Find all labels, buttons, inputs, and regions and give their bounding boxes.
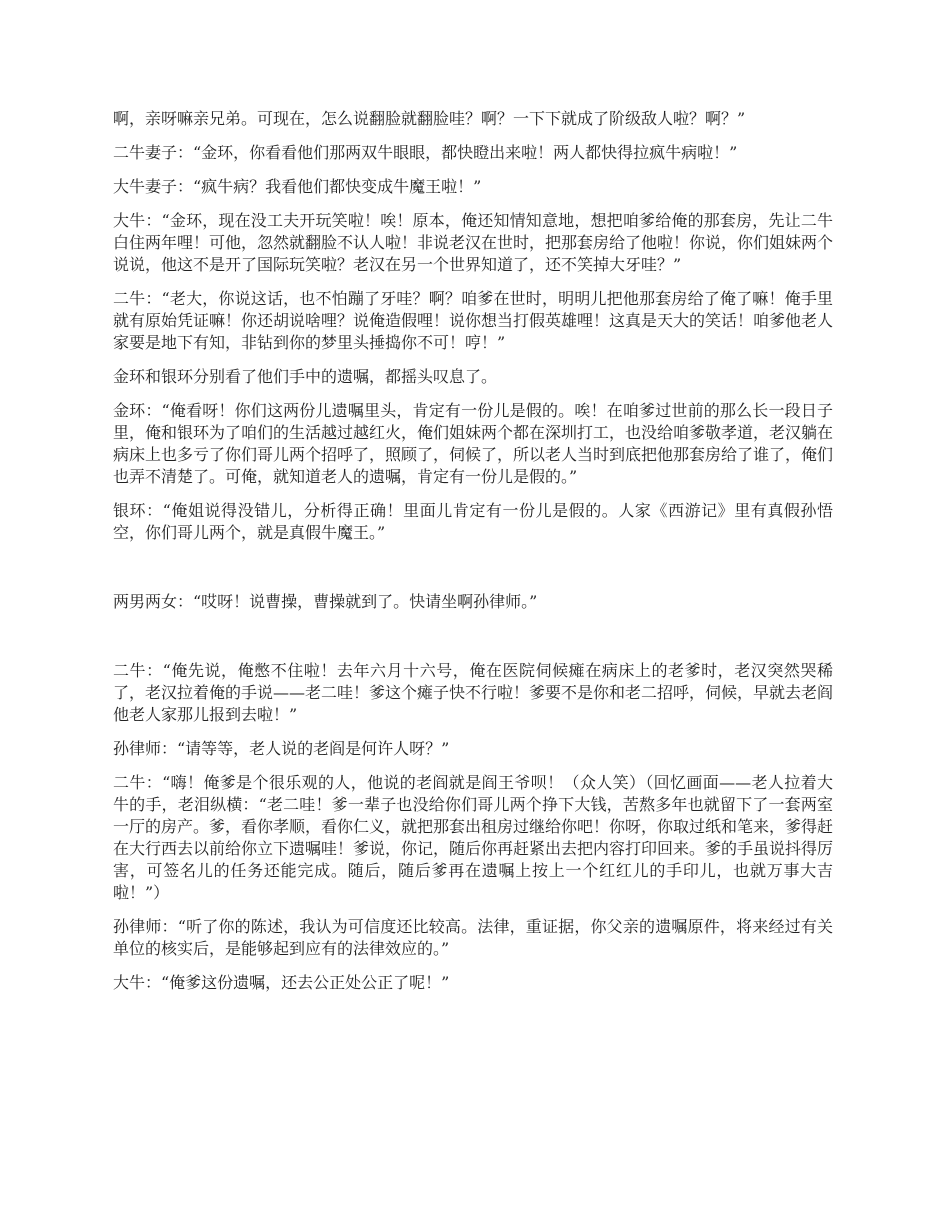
paragraph: 大牛妻子：“疯牛病？我看他们都快变成牛魔王啦！” (113, 177, 482, 196)
paragraph: 金环：“俺看呀！你们这两份儿遗嘱里头，肯定有一份儿是假的。唉！在咱爹过世前的那么长一段日子里，俺和银环为了咱们的生活越过越红火，俺们姐妹两个都在深圳打工，也没给咱爹敬孝道，老汉躺在病床上也多亏了你们哥儿两个招呼了，照顾了，伺候了，所以老人当时到底把他那套房给了谁了，俺们也弄不清楚了。可俺，就知道老人的遗嘱，肯定有一份儿是假的。” (113, 401, 834, 486)
paragraph: 两男两女：“哎呀！说曹操，曹操就到了。快请坐啊孙律师。” (113, 592, 538, 611)
paragraph: 金环和银环分别看了他们手中的遗嘱，都摇头叹息了。 (113, 367, 498, 386)
paragraph: 银环：“俺姐说得没错儿，分析得正确！里面儿肯定有一份儿是假的。人家《西游记》里有真假孙悟空，你们哥儿两个，就是真假牛魔王。” (113, 501, 833, 542)
document-body (113, 108, 833, 1006)
paragraph: 孙律师：“请等等，老人说的老阎是何许人呀？” (113, 739, 450, 758)
paragraph: 二牛妻子：“金环，你看看他们那两双牛眼眼，都快瞪出来啦！两人都快得拉疯牛病啦！” (113, 143, 738, 162)
blank-space (113, 625, 833, 660)
paragraph: 二牛：“老大，你说这话，也不怕蹦了牙哇？啊？咱爹在世时，明明儿把他那套房给了俺了嘛！俺手里就有原始凭证嘛！你还胡说啥哩？说俺造假哩！说你想当打假英雄哩！这真是天大的笑话！咱爹他老人家要是地下有知，非钻到你的梦里头捶捣你不可！哼！” (113, 289, 834, 352)
paragraph: 二牛：“俺先说，俺憋不住啦！去年六月十六号，俺在医院伺候瘫在病床上的老爹时，老汉突然哭稀了，老汉拉着俺的手说——老二哇！爹这个瘫子快不行啦！爹要不是你和老二招呼，伺候，早就去老阎他老人家那儿报到去啦！” (113, 661, 834, 724)
paragraph: 孙律师：“听了你的陈述，我认为可信度还比较高。法律，重证据，你父亲的遗嘱原件，将来经过有关单位的核实后，是能够起到应有的法律效应的。” (113, 917, 833, 958)
paragraph: 啊，亲呀嘛亲兄弟。可现在，怎么说翻脸就翻脸哇？啊？一下下就成了阶级敌人啦？啊？” (113, 109, 746, 128)
paragraph: 大牛：“金环，现在没工夫开玩笑啦！唉！原本，俺还知情知意地，想把咱爹给俺的那套房，先让二牛白住两年哩！可他，忽然就翻脸不认人啦！非说老汉在世时，把那套房给了他啦！你说，你们姐妹两个说说，他这不是开了国际玩笑啦？老汉在另一个世界知道了，还不笑掉大牙哇？” (113, 211, 834, 274)
blank-space (113, 556, 833, 591)
paragraph: 二牛：“嗨！俺爹是个很乐观的人，他说的老阎就是阎王爷呗！（众人笑）（回忆画面——老人拉着大牛的手，老泪纵横：“老二哇！爹一辈子也没给你们哥儿两个挣下大钱，苦熬多年也就留下了一套两室一厅的房产。爹，看你孝顺，看你仁义，就把那套出租房过继给你吧！你呀，你取过纸和笔来，爹得赶在大行西去以前给你立下遗嘱哇！爹说，你记，随后你再赶紧出去把内容打印回来。爹的手虽说抖得厉害，可签名儿的任务还能完成。随后，随后爹再在遗嘱上按上一个红红儿的手印儿，也就万事大吉啦！”） (113, 773, 834, 902)
paragraph: 大牛：“俺爹这份遗嘱，还去公正处公正了呢！” (113, 973, 450, 992)
